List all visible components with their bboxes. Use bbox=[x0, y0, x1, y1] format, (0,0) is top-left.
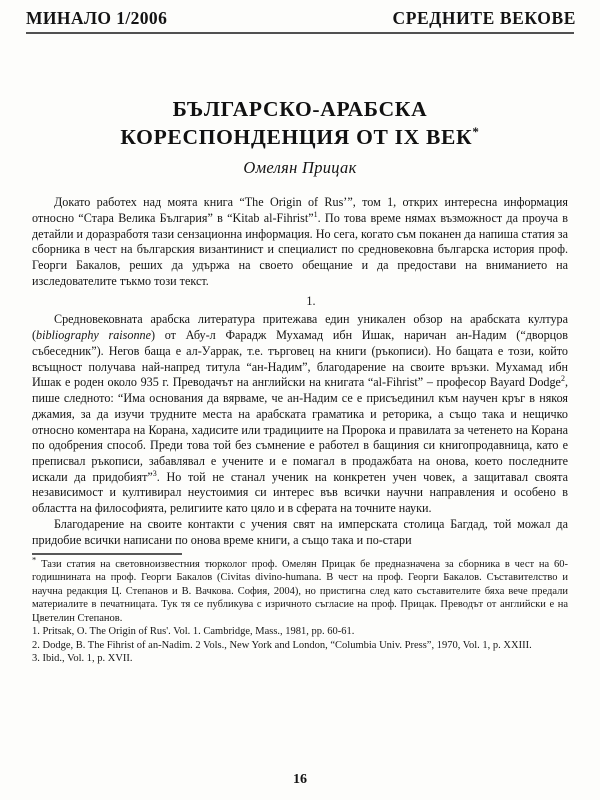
title-footnote-marker: * bbox=[472, 123, 480, 139]
title-block bbox=[30, 96, 570, 178]
paragraph-2-part-b: ) от Абу-л Фарадж Мухамад ибн Ишак, наричан ан-Надим (“дворцов събеседник”). Негов баща е ал-Уаррак, т.е. търговец на книги (ръкописи). Но бащата е този, който всъщност получава най-напред титула “ан-Надим”, благодарение на своите връзки. Мухамад ибн Ишак е роден около 935 г. Преводачът на английски на книгата “al-Fihrist” – професор Bayard Dodge bbox=[32, 328, 568, 390]
running-head-journal: МИНАЛО 1/2006 bbox=[26, 8, 168, 28]
footnote-star bbox=[32, 554, 568, 625]
paragraph-2-part-a: Средновековната арабска литература притежава един уникален обзор на арабската култура ( bbox=[32, 312, 568, 343]
page-number: 16 bbox=[293, 772, 307, 787]
paragraph-1-part-b: . По това време нямах възможност да проуча в детайли и доразработя тази сензационна информация. Но сега, когато съм поканен да напиша статия за сборника в чест на българския византинист и специалист по средновековна българска история проф. Георги Бакалов, реших да удържа на своето обещание и да предостави на вниманието на изследователите тъкмо този текст. bbox=[32, 210, 568, 288]
paragraph-2 bbox=[32, 312, 568, 517]
article-body bbox=[30, 195, 570, 548]
footnote-3: 3. Ibid., Vol. 1, p. XVII. bbox=[32, 653, 133, 665]
paragraph-2-part-c: , пише следното: “Има основания да вярваме, че ан-Надим се е присъединил към научен кръг в някоя джамия, за да изучи трудните места на арабската граматика и реторика, а също така и нещичко относно коментара на Корана, хадисите или традициите на Пророка и правилата за четенето на Корана по одобрения способ. Преди това той без съмнение е работел в бащиния си книгопродавница, като е преписвал ръкописи, забавлявал е учените и е помагал в продажбата на онова, което последните искали да придобият” bbox=[32, 375, 568, 484]
article-title-line-1: БЪЛГАРСКО-АРАБСКА bbox=[172, 97, 428, 121]
article-title-line-2-text: КОРЕСПОНДЕНЦИЯ ОТ IX ВЕК bbox=[120, 124, 473, 149]
paragraph-2-italic-term: bibliography raisonne bbox=[36, 328, 151, 343]
footnote-ref-1: 1 bbox=[313, 209, 318, 219]
running-head-section: СРЕДНИТЕ ВЕКОВЕ bbox=[392, 8, 576, 28]
footnote-star-marker: * bbox=[32, 554, 37, 565]
footnote-star-text: Тази статия на световноизвестния тюрколог проф. Омелян Прицак бе предназначена за сборника в чест на 60-годишнината на проф. Георги Бакалов (Civitas divino-humana. В чест на проф. Георги Бакалов. Съставителство и научна редакция Ц. Степанов и В. Вачкова. София, 2004), но пристигна след като съставителите бяха вече предали материалите в печатницата. Тук тя се публикува с изричното съгласие на проф. Прицак. Преводът от английски е на Цветелин Степанов. bbox=[32, 559, 568, 624]
footnote-area bbox=[30, 554, 570, 666]
footnote-ref-2: 2 bbox=[560, 374, 565, 384]
paragraph-2-part-d: . Но той не станал ученик на конкретен учен човек, а защитавал своята независимост и култивирал неустоимия си интерес във всички научни направления и особено в областта на философията, религиите като цяло и в сферата на точните науки. bbox=[32, 469, 568, 516]
footnote-2: 2. Dodge, B. The Fihrist of an-Nadim. 2 Vols., New York and London, “Columbia Univ. Press”, 1970, Vol. 1, p. XXIII. bbox=[32, 639, 532, 651]
paragraph-1 bbox=[32, 195, 568, 289]
article-title-line-2 bbox=[30, 124, 570, 152]
article-author: Омелян Прицак bbox=[243, 158, 357, 178]
footnote-1: 1. Pritsak, O. The Origin of Rus'. Vol. 1. Cambridge, Mass., 1981, pp. 60-61. bbox=[32, 626, 355, 638]
running-head bbox=[26, 8, 576, 31]
header-divider bbox=[26, 32, 574, 34]
paragraph-1-part-a: Докато работех над моята книга “The Origin of Rus’”, том 1, открих интересна информация относно “Стара Велика България” в “Kitab al-Fihrist” bbox=[32, 195, 568, 225]
footnote-ref-3: 3 bbox=[152, 468, 157, 478]
section-number: 1. bbox=[306, 293, 316, 308]
footnote-divider bbox=[32, 553, 182, 555]
paragraph-3: Благодарение на своите контакти с учения свят на имперската столица Багдад, той можал да придобие всички написани по онова време книги, а също така и по-стари bbox=[32, 516, 568, 547]
